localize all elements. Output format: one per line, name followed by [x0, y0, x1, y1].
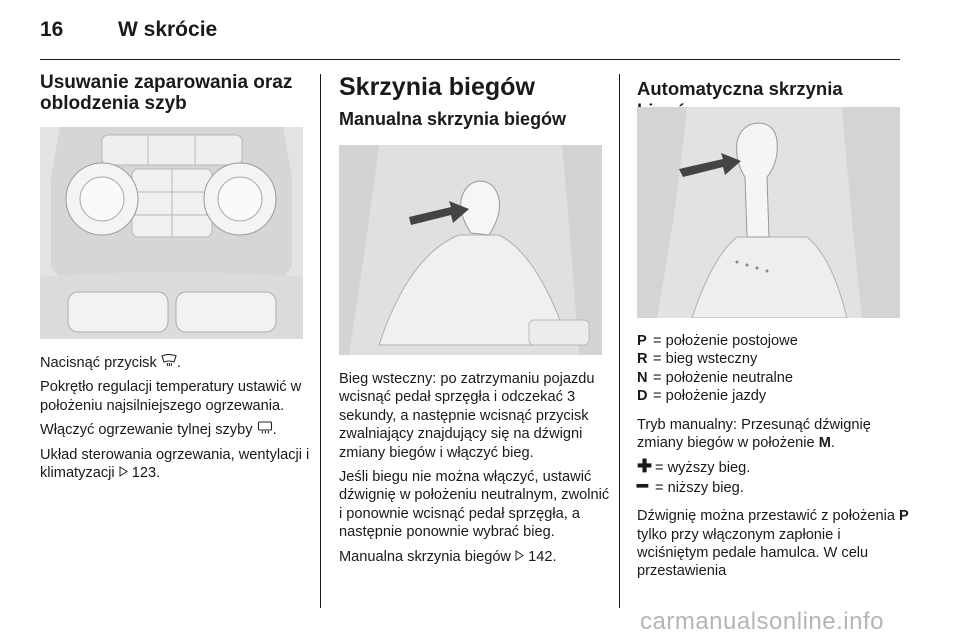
figure-manual-gear-lever [339, 145, 602, 355]
watermark: carmanualsonline.info [640, 608, 884, 635]
shift-down-item: ━ = niższy bieg. [637, 475, 744, 496]
page-reference-arrow-icon [119, 464, 128, 482]
paragraph-manual-mode: Tryb manualny: Przesunąć dźwignię zmiany biegów w położenie M. [637, 416, 871, 452]
column-transmission-text [339, 370, 611, 572]
windscreen-defrost-icon [161, 354, 177, 372]
paragraph-defrost-3: Włączyć ogrzewanie tylnej szyby . [40, 422, 277, 439]
header-rule [40, 59, 900, 60]
reference-page-123[interactable]: 123. [131, 465, 161, 482]
column-transmission [339, 72, 609, 130]
minus-icon: ━ [637, 475, 648, 496]
paragraph-defrost-4: Układ sterowania ogrzewania, wentylacji i klimatyzacji 123. [40, 446, 310, 482]
column-automatic-text [637, 332, 912, 587]
page-number: 16 [40, 18, 64, 41]
column-defrost-text [40, 354, 310, 488]
manual-gear-lever-illustration [339, 145, 602, 355]
paragraph-defrost-2: Pokrętło regulacji temperatury ustawić w położeniu najsilniejszego ogrzewania. [40, 379, 302, 414]
subheading-manual-transmission: Manualna skrzynia biegów [339, 109, 567, 129]
paragraph-shift-from-park: Dźwignię można przestawić z położenia P tylko przy włączonym zapłonie i wciśniętym pedale hamulca. W celu przestawienia [637, 508, 909, 580]
shift-list [637, 458, 912, 497]
figure-automatic-selector [637, 107, 900, 318]
paragraph-manual-ref: Manualna skrzynia biegów 142. [339, 548, 557, 565]
climate-panel-illustration [40, 127, 303, 339]
gear-list [637, 332, 912, 406]
column-defrost [40, 72, 305, 114]
gear-item-p: P = położenie postojowe [637, 333, 798, 349]
section-heading-transmission: Skrzynia biegów [339, 73, 535, 101]
rear-window-heat-icon [257, 421, 273, 439]
gear-item-r: R = bieg wsteczny [637, 351, 758, 368]
paragraph-reverse-gear: Bieg wsteczny: po zatrzymaniu pojazdu wcisnąć pedał sprzęgła i odczekać 3 sekundy, a następnie wcisnąć przycisk zwalniający znajdujący się na dźwigni zmiany biegów i włączyć bieg. [339, 371, 595, 461]
column-divider-1 [320, 74, 321, 608]
reference-page-142[interactable]: 142. [528, 548, 557, 565]
figure-climate-panel [40, 127, 303, 339]
shift-up-item: ✚ = wyższy bieg. [637, 456, 751, 477]
paragraph-defrost-1: Nacisnąć przycisk . [40, 355, 181, 371]
automatic-selector-illustration [637, 107, 900, 318]
plus-icon: ✚ [637, 456, 653, 477]
section-heading-defrost: Usuwanie zaparowania oraz oblodzenia szyb [40, 72, 293, 114]
column-divider-2 [619, 74, 620, 608]
page-title: W skrócie [118, 18, 218, 41]
paragraph-gear-not-engaged: Jeśli biegu nie można włączyć, ustawić dźwignię w położeniu neutralnym, zwolnić i ponownie wcisnąć pedał sprzęgła, a następnie ponownie wybrać bieg. [339, 469, 610, 541]
gear-item-d: D = położenie jazdy [637, 388, 767, 405]
gear-item-n: N = położenie neutralne [637, 369, 793, 386]
section-heading-automatic: Automatyczna skrzynia [637, 78, 843, 99]
page-reference-arrow-icon [515, 548, 524, 566]
